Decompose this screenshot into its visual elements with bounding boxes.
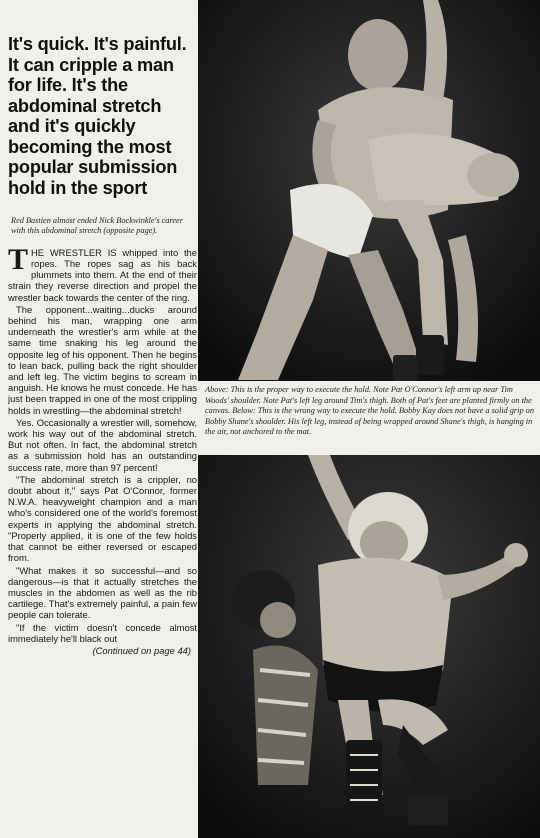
drop-cap: T [8, 242, 29, 276]
paragraph: "If the victim doesn't concede almost immediately he'll black out [8, 621, 197, 644]
paragraph: "What makes it so successful—and so dangerous—is that it actually stretches the muscles in the abdomen as well as the rib cartilege. That's extremely painful, a pain few people can tolerate. [8, 564, 197, 621]
photo-caption: Above: This is the proper way to execute the hold. Note Pat O'Connor's left arm up near Tim Woods' shoulder. Note Pat's left leg around Tim's thigh. Both of Pat's feet are planted firmly on the canvas. Below: This is the wrong way to execute the hold. Bobby Kay does not have a solid grip on Bobby Shane's shoulder. His left leg, instead of being wrapped around Shane's thigh, is hanging in the air, not anchored to the mat. [205, 385, 534, 437]
continued-note: (Continued on page 44) [92, 644, 191, 656]
top-wrestling-photo [198, 0, 540, 381]
article-body [8, 242, 197, 656]
article-column [0, 0, 197, 838]
bottom-wrestling-photo [198, 455, 540, 838]
headline: It's quick. It's painful. It can cripple a man for life. It's the abdominal stretch and it's quickly becoming the most popular submission hold in the sport [8, 34, 187, 198]
paragraph: The opponent...waiting...ducks around behind his man, wrapping one arm underneath the wrestler's arm while at the same time snaking his leg around the opposite leg of his opponent. Then he begins to lean back, pulling back the right shoulder and left leg. The victim begins to scream in anguish. He knows he must concede. He has just been trapped in one of the most crippling holds in wrestling—the abdominal stretch! [8, 303, 197, 416]
paragraph: "The abdominal stretch is a crippler, no doubt about it," says Pat O'Connor, former N.W.A. heavyweight champion and a man who's considered one of the world's foremost experts in applying the abdominal stretch. "Properly applied, it is one of the few holds that cannot be either reversed or escaped from. [8, 473, 197, 564]
left-photo-caption: Red Bastien almost ended Nick Bockwinkle's career with this abdominal stretch (opposite page). [11, 216, 183, 236]
paragraph: Yes. Occasionally a wrestler will, somehow, work his way out of the abdominal stretch. But not often. In fact, the abdominal stretch as a submission hold has an outstanding success rate, more than 97 percent! [8, 416, 197, 473]
paragraph: THE WRESTLER IS whipped into the ropes. The ropes sag as his back plummets into them. At the end of their strain they reverse direction and propel the wrestler back towards the center of the ring. [8, 242, 197, 303]
